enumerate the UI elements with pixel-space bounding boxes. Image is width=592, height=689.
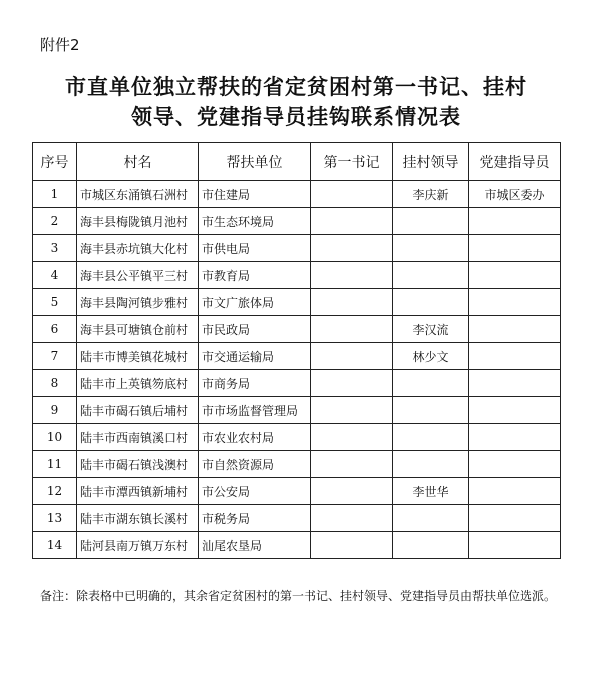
cell-leader — [393, 397, 469, 424]
cell-unit: 市交通运输局 — [199, 343, 311, 370]
cell-unit: 汕尾农垦局 — [199, 532, 311, 559]
cell-village: 陆丰市碣石镇浅澳村 — [77, 451, 199, 478]
cell-village: 海丰县公平镇平三村 — [77, 262, 199, 289]
table-row — [33, 370, 561, 397]
cell-leader: 李世华 — [393, 478, 469, 505]
cell-leader — [393, 451, 469, 478]
table-row — [33, 181, 561, 208]
cell-village: 海丰县陶河镇步雅村 — [77, 289, 199, 316]
cell-secretary — [311, 532, 393, 559]
cell-instructor — [469, 397, 561, 424]
cell-no: 7 — [33, 343, 77, 370]
cell-no: 3 — [33, 235, 77, 262]
header-village: 村名 — [77, 143, 199, 181]
cell-secretary — [311, 424, 393, 451]
cell-village: 市城区东涌镇石洲村 — [77, 181, 199, 208]
table-body — [33, 181, 561, 559]
header-unit: 帮扶单位 — [199, 143, 311, 181]
cell-secretary — [311, 478, 393, 505]
cell-unit: 市自然资源局 — [199, 451, 311, 478]
cell-no: 1 — [33, 181, 77, 208]
cell-instructor — [469, 262, 561, 289]
cell-leader — [393, 262, 469, 289]
cell-no: 11 — [33, 451, 77, 478]
table-row — [33, 505, 561, 532]
cell-no: 4 — [33, 262, 77, 289]
cell-secretary — [311, 505, 393, 532]
cell-no: 6 — [33, 316, 77, 343]
cell-unit: 市教育局 — [199, 262, 311, 289]
table-row — [33, 289, 561, 316]
cell-unit: 市商务局 — [199, 370, 311, 397]
cell-instructor — [469, 370, 561, 397]
cell-village: 海丰县可塘镇仓前村 — [77, 316, 199, 343]
cell-instructor — [469, 208, 561, 235]
footnote: 备注：除表格中已明确的，其余省定贫困村的第一书记、挂村领导、党建指导员由帮扶单位选派。 — [40, 589, 557, 603]
cell-secretary — [311, 262, 393, 289]
cell-secretary — [311, 289, 393, 316]
cell-no: 5 — [33, 289, 77, 316]
cell-leader: 林少文 — [393, 343, 469, 370]
header-leader: 挂村领导 — [393, 143, 469, 181]
contact-table — [32, 142, 561, 559]
table-row — [33, 532, 561, 559]
table-row — [33, 235, 561, 262]
table-row — [33, 451, 561, 478]
cell-instructor: 市城区委办 — [469, 181, 561, 208]
cell-leader: 李汉流 — [393, 316, 469, 343]
document-title — [0, 72, 592, 132]
cell-village: 陆丰市西南镇溪口村 — [77, 424, 199, 451]
table-row — [33, 208, 561, 235]
cell-no: 14 — [33, 532, 77, 559]
cell-secretary — [311, 316, 393, 343]
cell-unit: 市民政局 — [199, 316, 311, 343]
cell-village: 海丰县梅陇镇月池村 — [77, 208, 199, 235]
cell-unit: 市农业农村局 — [199, 424, 311, 451]
cell-secretary — [311, 208, 393, 235]
table-row — [33, 343, 561, 370]
table-row — [33, 424, 561, 451]
attachment-label: 附件2 — [40, 36, 80, 54]
cell-unit: 市住建局 — [199, 181, 311, 208]
cell-leader — [393, 370, 469, 397]
cell-leader: 李庆新 — [393, 181, 469, 208]
cell-no: 8 — [33, 370, 77, 397]
cell-instructor — [469, 289, 561, 316]
table-row — [33, 316, 561, 343]
cell-secretary — [311, 235, 393, 262]
header-secretary: 第一书记 — [311, 143, 393, 181]
cell-village: 陆丰市湖东镇长溪村 — [77, 505, 199, 532]
cell-no: 2 — [33, 208, 77, 235]
cell-instructor — [469, 478, 561, 505]
cell-unit: 市供电局 — [199, 235, 311, 262]
cell-leader — [393, 289, 469, 316]
cell-village: 陆丰市碣石镇后埔村 — [77, 397, 199, 424]
cell-unit: 市税务局 — [199, 505, 311, 532]
cell-village: 海丰县赤坑镇大化村 — [77, 235, 199, 262]
cell-instructor — [469, 424, 561, 451]
cell-secretary — [311, 370, 393, 397]
title-line-2: 领导、党建指导员挂钩联系情况表 — [131, 105, 461, 129]
table-row — [33, 478, 561, 505]
header-no: 序号 — [33, 143, 77, 181]
cell-unit: 市生态环境局 — [199, 208, 311, 235]
cell-unit: 市文广旅体局 — [199, 289, 311, 316]
cell-unit: 市公安局 — [199, 478, 311, 505]
table-header-row — [33, 143, 561, 181]
cell-leader — [393, 424, 469, 451]
cell-village: 陆丰市上英镇笏底村 — [77, 370, 199, 397]
cell-secretary — [311, 343, 393, 370]
cell-instructor — [469, 451, 561, 478]
cell-instructor — [469, 316, 561, 343]
cell-secretary — [311, 451, 393, 478]
cell-village: 陆丰市博美镇花城村 — [77, 343, 199, 370]
cell-instructor — [469, 505, 561, 532]
table-row — [33, 262, 561, 289]
cell-leader — [393, 235, 469, 262]
cell-instructor — [469, 343, 561, 370]
cell-no: 12 — [33, 478, 77, 505]
cell-no: 9 — [33, 397, 77, 424]
cell-secretary — [311, 397, 393, 424]
cell-village: 陆河县南万镇万东村 — [77, 532, 199, 559]
cell-secretary — [311, 181, 393, 208]
cell-leader — [393, 505, 469, 532]
cell-leader — [393, 208, 469, 235]
cell-village: 陆丰市潭西镇新埔村 — [77, 478, 199, 505]
cell-instructor — [469, 532, 561, 559]
cell-no: 13 — [33, 505, 77, 532]
cell-instructor — [469, 235, 561, 262]
cell-leader — [393, 532, 469, 559]
cell-no: 10 — [33, 424, 77, 451]
table-row — [33, 397, 561, 424]
title-line-1: 市直单位独立帮扶的省定贫困村第一书记、挂村 — [65, 75, 527, 99]
cell-unit: 市市场监督管理局 — [199, 397, 311, 424]
header-instructor: 党建指导员 — [469, 143, 561, 181]
